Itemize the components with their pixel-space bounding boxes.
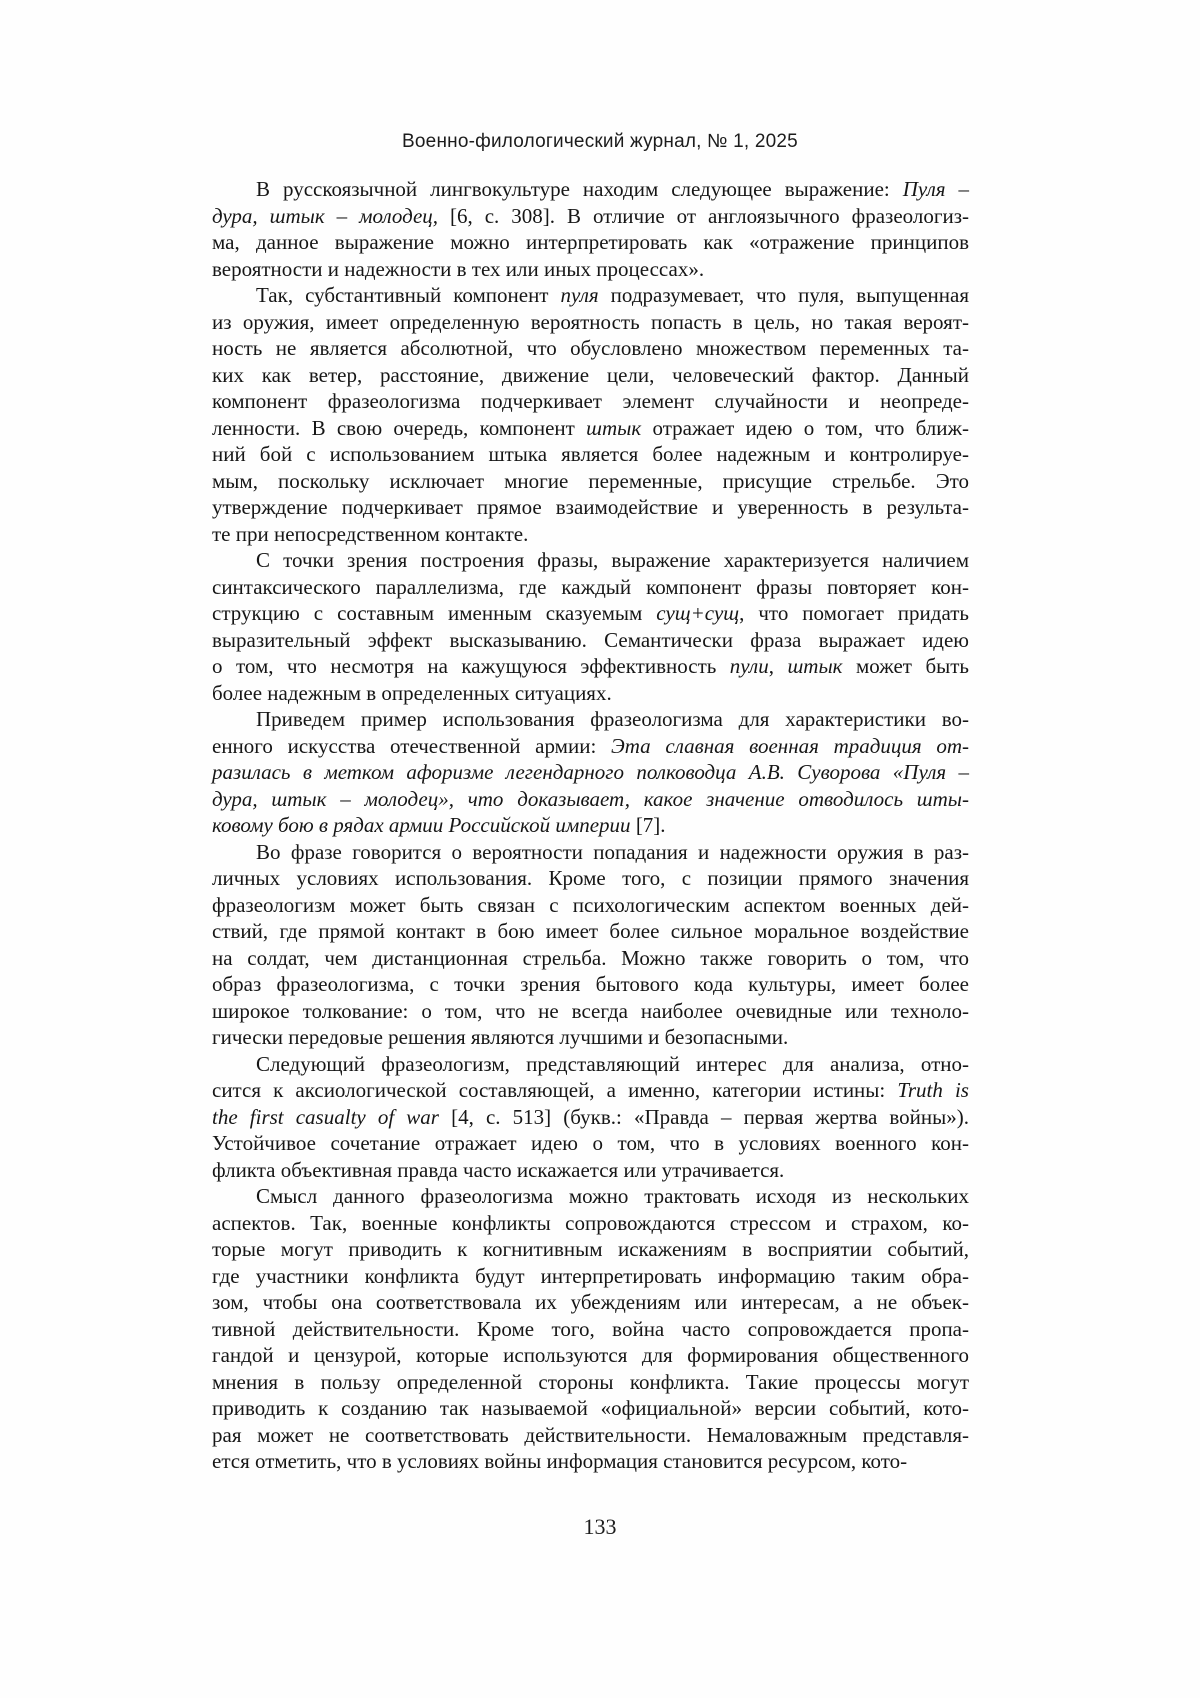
italic-text-run: штык	[787, 654, 843, 678]
text-run: мнения в пользу определенной стороны конфликта. Такие процессы могут	[212, 1369, 969, 1394]
text-line	[212, 335, 969, 362]
text-run: выразительный эффект высказыванию. Семантически фраза выражает идею	[212, 627, 969, 652]
paragraph	[212, 176, 969, 282]
text-run: отражает идею о том, что ближ-	[641, 415, 969, 440]
text-run: ний бой с использованием штыка является более надежным и контролируе-	[212, 442, 969, 466]
text-run: о том, что несмотря на кажущуюся эффективность	[212, 654, 730, 678]
text-line	[212, 282, 969, 309]
paragraph	[212, 706, 969, 839]
text-line	[212, 1369, 969, 1396]
text-run: может быть	[842, 654, 969, 678]
italic-text-run: ковому бою в рядах армии Российской империи	[212, 813, 631, 837]
text-line	[212, 521, 969, 548]
text-line	[212, 1157, 969, 1184]
text-line	[212, 786, 969, 813]
text-run: рая может не соответствовать действительности. Немаловажным представля-	[212, 1422, 969, 1447]
italic-text-run: дура, штык – молодец», что доказывает, какое значение отводилось шты-	[212, 786, 969, 811]
text-line	[212, 653, 969, 680]
text-line	[212, 229, 969, 256]
text-line	[212, 547, 969, 574]
text-run: гически передовые решения являются лучшими и безопасными.	[212, 1025, 789, 1049]
italic-text-run: пули	[729, 654, 769, 678]
text-run: тивной действительности. Кроме того, война часто сопровождается пропа-	[212, 1316, 969, 1341]
text-line	[212, 1183, 969, 1210]
paragraph	[212, 547, 969, 706]
text-line	[212, 1422, 969, 1449]
text-line	[212, 1130, 969, 1157]
text-run: гандой и цензурой, которые используются для формирования общественного	[212, 1343, 969, 1367]
text-line	[212, 1448, 969, 1475]
text-run: В русскоязычной лингвокультуре находим следующее выражение:	[256, 177, 903, 201]
text-run: образ фразеологизма, с точки зрения бытового кода культуры, имеет более	[212, 972, 969, 996]
text-line	[212, 309, 969, 336]
page-number: 133	[583, 1514, 617, 1539]
text-line	[212, 388, 969, 415]
italic-text-run: пуля	[560, 283, 599, 307]
running-head: Военно-филологический журнал, № 1, 2025	[402, 131, 798, 152]
text-run: , что помогает придать	[739, 601, 969, 625]
italic-text-run: the first casualty of war	[212, 1104, 439, 1129]
body-text	[212, 176, 969, 1475]
text-run: где участники конфликта будут интерпретировать информацию таким обра-	[212, 1263, 969, 1288]
text-run: Так, субстантивный компонент	[256, 283, 561, 307]
text-run: ется отметить, что в условиях войны информация становится ресурсом, кото-	[212, 1449, 908, 1473]
text-line	[212, 176, 969, 203]
text-run: [6, с. 308]. В отличие от англоязычного фразеологиз-	[438, 203, 969, 228]
text-run: широкое толкование: о том, что не всегда наиболее очевидные или техноло-	[212, 998, 969, 1023]
text-line	[212, 812, 969, 839]
text-run: Смысл данного фразеологизма можно трактовать исходя из нескольких	[256, 1184, 969, 1208]
text-line	[212, 971, 969, 998]
text-run: ность не является абсолютной, что обусловлено множеством переменных та-	[212, 336, 969, 360]
italic-text-run: Truth is	[897, 1078, 969, 1102]
text-line	[212, 680, 969, 707]
italic-text-run: сущ+сущ	[656, 601, 740, 625]
text-line	[212, 494, 969, 521]
text-run: ,	[768, 654, 788, 678]
text-run: ствий, где прямой контакт в бою имеет более сильное моральное воздействие	[212, 919, 969, 943]
text-run: енного искусства отечественной армии:	[212, 733, 611, 758]
text-run: мым, поскольку исключает многие переменные, присущие стрельбе. Это	[212, 468, 969, 493]
text-line	[212, 256, 969, 283]
text-line	[212, 839, 969, 866]
text-run: фликта объективная правда часто искажается или утрачивается.	[212, 1157, 785, 1182]
text-line	[212, 441, 969, 468]
text-line	[212, 759, 969, 786]
paragraph	[212, 1183, 969, 1475]
italic-text-run: штык	[586, 415, 642, 440]
text-run: струкцию с составным именным сказуемым	[212, 601, 657, 625]
text-line	[212, 998, 969, 1025]
text-line	[212, 415, 969, 442]
italic-text-run: дура, штык – молодец,	[212, 203, 439, 228]
text-line	[212, 945, 969, 972]
text-line	[212, 1077, 969, 1104]
text-run: [7].	[630, 813, 666, 837]
paragraph	[212, 282, 969, 547]
text-line	[212, 1024, 969, 1051]
text-run: более надежным в определенных ситуациях.	[212, 680, 612, 705]
text-run: компонент фразеологизма подчеркивает элемент случайности и неопреде-	[212, 389, 969, 413]
text-line	[212, 1342, 969, 1369]
text-line	[212, 1051, 969, 1078]
text-run: приводить к созданию так называемой «официальной» версии событий, кото-	[212, 1396, 969, 1420]
text-run: ленности. В свою очередь, компонент	[212, 415, 587, 440]
text-run: торые могут приводить к когнитивным искажениям в восприятии событий,	[212, 1237, 969, 1261]
text-run: ма, данное выражение можно интерпретировать как «отражение принципов	[212, 230, 969, 254]
text-run: те при непосредственном контакте.	[212, 521, 529, 546]
text-line	[212, 733, 969, 760]
italic-text-run: Пуля –	[902, 177, 969, 201]
text-run: утверждение подчеркивает прямое взаимодействие и уверенность в результа-	[212, 495, 969, 519]
text-run: С точки зрения построения фразы, выражение характеризуется наличием	[256, 548, 969, 572]
text-run: Следующий фразеологизм, представляющий интерес для анализа, отно-	[256, 1051, 969, 1076]
text-run: аспектов. Так, военные конфликты сопровождаются стрессом и страхом, ко-	[212, 1210, 969, 1235]
text-line	[212, 892, 969, 919]
text-run: фразеологизм может быть связан с психологическим аспектом военных дей-	[212, 892, 969, 917]
text-run: на солдат, чем дистанционная стрельба. Можно также говорить о том, что	[212, 945, 969, 970]
text-run: Устойчивое сочетание отражает идею о том, что в условиях военного кон-	[212, 1131, 969, 1155]
text-run: вероятности и надежности в тех или иных процессах».	[212, 256, 705, 281]
text-run: [4, с. 513] (букв.: «Правда – первая жертва войны»).	[438, 1104, 970, 1129]
text-run: личных условиях использования. Кроме того, с позиции прямого значения	[212, 866, 969, 890]
paragraph	[212, 1051, 969, 1184]
text-line	[212, 627, 969, 654]
text-line	[212, 574, 969, 601]
text-line	[212, 865, 969, 892]
text-line	[212, 1395, 969, 1422]
text-line	[212, 600, 969, 627]
text-line	[212, 1316, 969, 1343]
text-line	[212, 1104, 969, 1131]
text-line	[212, 1210, 969, 1237]
text-line	[212, 706, 969, 733]
text-line	[212, 1236, 969, 1263]
text-run: сится к аксиологической составляющей, а именно, категории истины:	[212, 1078, 898, 1102]
text-line	[212, 468, 969, 495]
text-run: синтаксического параллелизма, где каждый компонент фразы повторяет кон-	[212, 574, 969, 599]
text-line	[212, 1263, 969, 1290]
text-line	[212, 918, 969, 945]
paragraph	[212, 839, 969, 1051]
text-run: подразумевает, что пуля, выпущенная	[598, 283, 970, 307]
text-line	[212, 203, 969, 230]
text-run: Во фразе говорится о вероятности попадания и надежности оружия в раз-	[256, 839, 969, 864]
text-line	[212, 362, 969, 389]
italic-text-run: Эта славная военная традиция от-	[611, 733, 969, 758]
text-line	[212, 1289, 969, 1316]
text-run: зом, чтобы она соответствовала их убеждениям или интересам, а не объек-	[212, 1290, 969, 1314]
text-run: из оружия, имеет определенную вероятность попасть в цель, но такая вероят-	[212, 309, 969, 334]
italic-text-run: разилась в метком афоризме легендарного полководца А.В. Суворова «Пуля –	[212, 760, 969, 784]
text-run: Приведем пример использования фразеологизма для характеристики во-	[256, 707, 969, 731]
text-run: ких как ветер, расстояние, движение цели, человеческий фактор. Данный	[212, 362, 969, 387]
